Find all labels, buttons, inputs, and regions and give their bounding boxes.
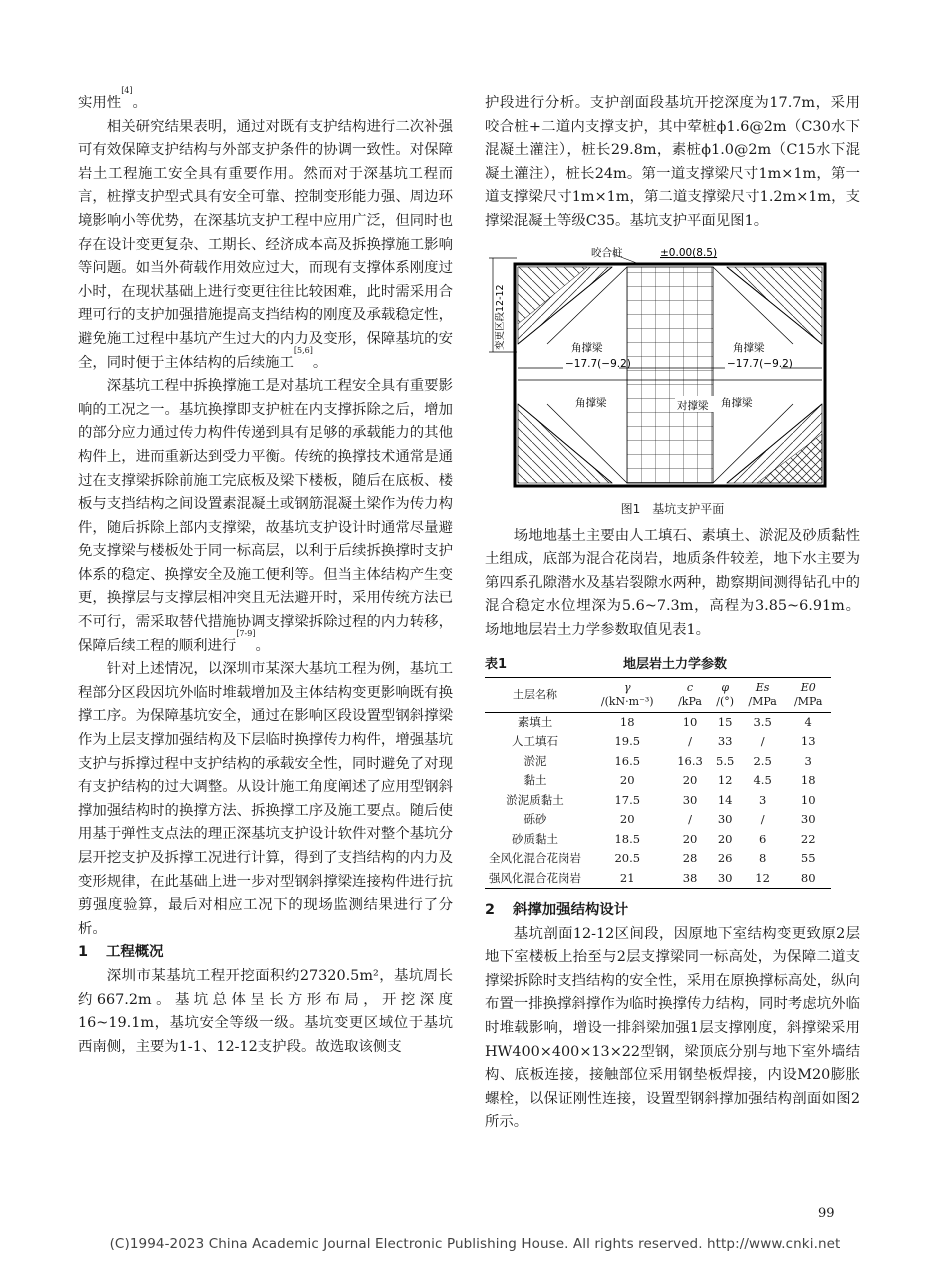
table-cell: 12 <box>740 869 786 889</box>
soil-name-cell: 淤泥 <box>523 753 547 768</box>
table-cell: 18.5 <box>614 831 641 846</box>
zone-label: 变更区段12-12 <box>495 283 506 350</box>
table-cell: 33 <box>717 734 733 749</box>
header-cell: φ /(°) <box>711 677 740 712</box>
soil-parameters-table <box>485 677 831 890</box>
header-cell: Es /MPa <box>740 677 786 712</box>
corner-brace-right-label: 角撑梁 <box>733 341 765 354</box>
table-cell: 16.3 <box>677 753 703 768</box>
table-cell: / <box>760 812 765 827</box>
table-cell: 30 <box>800 812 816 827</box>
table-cell: 18 <box>800 773 816 788</box>
table-cell: 8 <box>758 851 767 866</box>
table-title: 表1 地层岩土力学参数 <box>485 656 728 672</box>
table-cell: 21 <box>585 869 670 889</box>
header-cell: E0 /MPa <box>785 677 831 712</box>
table-cell: 26 <box>717 851 733 866</box>
table-cell: 10 <box>800 792 816 807</box>
soil-name-cell: 黏土 <box>523 773 547 788</box>
table-row <box>485 712 831 732</box>
foundation-pit-plan-diagram <box>487 244 833 494</box>
table-cell: 6 <box>758 831 767 846</box>
table-row <box>485 791 831 811</box>
corner-brace-left-elevation: −17.7(−9.2) <box>565 357 631 370</box>
table-cell: 3 <box>804 753 812 768</box>
table-cell: 20 <box>619 773 635 788</box>
table-cell: 2.5 <box>753 753 772 768</box>
corner-brace-bottom-right-label: 角撑梁 <box>721 396 753 409</box>
soil-name-cell: 素填土 <box>517 714 553 729</box>
table-row <box>485 771 831 791</box>
table-cell: / <box>760 734 765 749</box>
table-cell: 20 <box>682 831 698 846</box>
paragraph: 基坑剖面12-12区间段，因原地下室结构变更致原2层地下室楼板上抬至与2层支撑梁同一标高处，为保障二道支撑梁拆除时支挡结构的安全性，采用在原换撑标高处，纵向布置一排换撑斜撑作为临时换撑传力结构，同时考虑坑外临时堆载影响，增设一排斜梁加强1层支撑刚度，斜撑梁采用HW400×400×13×22型钢，梁顶底分别与地下室外墙结构、底板连接，接触部位采用钢垫板焊接，内设M20膨胀螺栓，以保证刚性连接，设置型钢斜撑加强结构剖面如图2所示。 <box>485 925 860 1131</box>
table-cell: 5.5 <box>716 753 735 768</box>
table-row <box>485 830 831 850</box>
table-cell: / <box>688 734 692 749</box>
paragraph: 护段进行分析。支护剖面段基坑开挖深度为17.7m，采用咬合桩+二道内支撑支护，其中荤桩ϕ1.6@2m（C30水下混凝土灌注），桩长29.8m，素桩ϕ1.0@2m（C15水下混凝土灌注），桩长24m。第一道支撑梁尺寸1m×1m，第一道支撑梁尺寸1m×1m，第二道支撑梁尺寸1.2m×1m，支撑梁混凝土等级C35。基坑支护平面见图1。 <box>485 95 860 229</box>
table-cell: 30 <box>682 792 698 807</box>
figure-caption: 图1 基坑支护平面 <box>620 501 725 516</box>
table-body <box>485 712 831 889</box>
table-cell: 3 <box>758 792 767 807</box>
table-row <box>485 752 831 772</box>
paragraph: 深基坑工程中拆换撑施工是对基坑工程安全具有重要影响的工况之一。基坑换撑即支护桩在内支撑拆除之后，增加的部分应力通过传力构件传递到具有足够的承载能力的其他构件上，进而重新达到受力平衡。传统的换撑技术通常是通过在支撑梁拆除前施工完底板及梁下楼板，随后在底板、楼板与支挡结构之间设置素混凝土或钢筋混凝土梁作为传力构件，随后拆除上部内支撑梁，故基坑支护设计时通常尽量避免支撑梁与楼板处于同一标高层，以利于后续拆换撑时支护体系的稳定、换撑安全及施工便利等。但当主体结构产生变更，换撑层与支撑层相冲突且无法避开时，采用传统方法已不可行，需采取替代措施协调支撑梁拆除过程的内力转移，保障后续工程的顺利进行[7-9]。 <box>78 378 453 654</box>
corner-brace-left-label: 角撑梁 <box>571 341 603 354</box>
paragraph: 实用性[4]。 <box>78 86 147 111</box>
corner-brace-right-elevation: −17.7(−9.2) <box>727 357 793 370</box>
soil-name-cell: 砂质黏土 <box>512 831 558 846</box>
table-header-row <box>485 677 831 712</box>
table-row <box>485 849 831 869</box>
section-heading: 2 斜撑加强结构设计 <box>485 902 629 919</box>
paragraph: 深圳市某基坑工程开挖面积约27320.5m²，基坑周长约667.2m。基坑总体呈长方形布局，开挖深度16~19.1m，基坑安全等级一级。基坑变更区域位于基坑西南侧，主要为1-1、12-12支护段。故选取该侧支 <box>78 967 453 1055</box>
table-cell: 18 <box>619 714 635 729</box>
right-column <box>485 92 860 1135</box>
table-cell: 20 <box>717 831 733 846</box>
soil-name-cell: 淤泥质黏土 <box>506 792 564 807</box>
diagonal-brace-label: 对撑梁 <box>677 399 709 412</box>
table-cell: 15 <box>717 714 733 729</box>
table-cell: 16.5 <box>614 753 641 768</box>
header-cell: c /kPa <box>670 677 711 712</box>
table-cell: 19.5 <box>614 734 641 749</box>
paragraph: 相关研究结果表明，通过对既有支护结构进行二次补强可有效保障支护结构与外部支护条件的协调一致性。对保障岩土工程施工安全具有重要作用。然而对于深基坑工程而言，桩撑支护型式具有安全可靠、控制变形能力强、周边环境影响小等优势，在深基坑支护工程中应用广泛，但同时也存在设计变更复杂、工期长、经济成本高及拆换撑施工影响等问题。如当外荷载作用效应过大，而现有支撑体系刚度过小时，在现状基础上进行变更往往比较困难，此时需采用合理可行的支护加强措施提高支挡结构的刚度及承载稳定性，避免施工过程中基坑产生过大的内力及变形，保障基坑的安全，同时便于主体结构的后续施工[5,6]。 <box>78 118 453 371</box>
table-cell: 10 <box>682 714 698 729</box>
corner-brace-bottom-left-label: 角撑梁 <box>575 396 607 409</box>
header-cell: 土层名称 <box>485 677 585 712</box>
header-cell: γ /(kN·m⁻³) <box>585 677 670 712</box>
table-row <box>485 869 831 889</box>
soil-name-cell: 人工填石 <box>512 734 558 749</box>
table-cell: 22 <box>800 831 816 846</box>
table-cell: 80 <box>785 869 831 889</box>
table-cell: 30 <box>711 869 740 889</box>
paragraph: 场地地基土主要由人工填石、素填土、淤泥及砂质黏性土组成，底部为混合花岗岩，地质条件较差，地下水主要为第四系孔隙潜水及基岩裂隙水两种，勘察期间测得钻孔中的混合稳定水位埋深为5.6~7.3m，高程为3.85~6.91m。场地地层岩土力学参数取值见表1。 <box>485 527 860 638</box>
table-cell: 17.5 <box>614 792 641 807</box>
table-cell: 4.5 <box>753 773 772 788</box>
figure-1 <box>487 244 833 494</box>
table-cell: 20.5 <box>614 851 641 866</box>
pile-label: 咬合桩 <box>591 246 623 259</box>
table-row <box>485 732 831 752</box>
soil-name-cell: 全风化混合花岗岩 <box>489 851 581 866</box>
table-cell: 38 <box>670 869 711 889</box>
table-cell: 28 <box>682 851 698 866</box>
table-cell: 20 <box>682 773 698 788</box>
soil-name-cell: 强风化混合花岗岩 <box>485 869 585 889</box>
table-cell: 14 <box>717 792 733 807</box>
table-cell: 20 <box>619 812 635 827</box>
table-cell: 13 <box>800 734 816 749</box>
table-cell: 30 <box>717 812 733 827</box>
paragraph: 针对上述情况，以深圳市某深大基坑工程为例，基坑工程部分区段因坑外临时堆载增加及主体结构变更影响既有换撑工序。为保障基坑安全，通过在影响区段设置型钢斜撑梁作为上层支撑加强结构及下层临时换撑传力构件，增强基坑支护与拆撑过程中支护结构的承载安全性，同时避免了对现有支护结构的过大调整。从设计施工角度阐述了应用型钢斜撑加强结构时的换撑方法、拆换撑工序及施工要点。随后使用基于弹性支点法的理正深基坑支护设计软件对整个基坑分层开挖支护及拆撑工况进行计算，得到了支挡结构的内力及变形规律，在此基础上进一步对型钢斜撑梁连接构件进行抗剪强度验算，最后对相应工况下的现场监测结果进行了分析。 <box>78 661 453 937</box>
table-row <box>485 810 831 830</box>
table-cell: 4 <box>804 714 812 729</box>
left-column <box>78 86 453 1059</box>
page-number: 99 <box>818 1206 835 1221</box>
copyright-footer: (C)1994-2023 China Academic Journal Electronic Publishing House. All rights reserved. http://www.cnki.net <box>109 1236 841 1252</box>
elevation-label: ±0.00(8.5) <box>660 246 718 259</box>
table-cell: 3.5 <box>753 714 772 729</box>
table-cell: / <box>688 812 692 827</box>
table-cell: 12 <box>717 773 733 788</box>
soil-name-cell: 砾砂 <box>523 812 547 827</box>
table-cell: 55 <box>800 851 816 866</box>
section-heading: 1 工程概况 <box>78 944 164 961</box>
